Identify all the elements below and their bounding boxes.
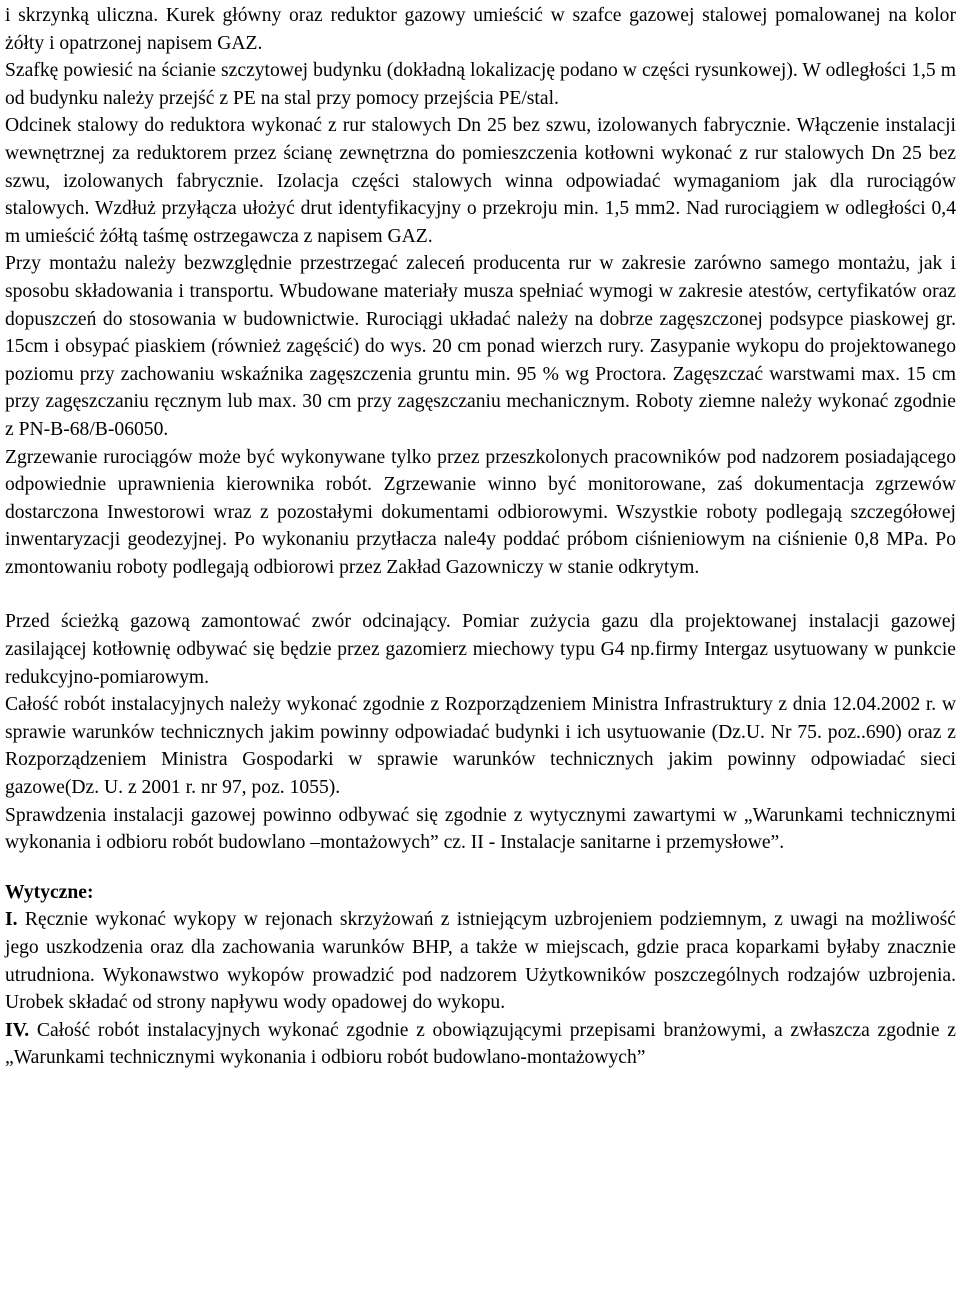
guidelines-heading: Wytyczne: [5, 881, 94, 903]
paragraph-regulations: Całość robót instalacyjnych należy wykonać zgodnie z Rozporządzeniem Ministra Infrastruktury z dnia 12.04.2002 r. w sprawie warunków technicznych jakim powinny odpowiadać budynki i ich usytuowanie (Dz.U. Nr 75. poz..690) oraz z Rozporządzeniem Ministra Gospodarki w sprawie warunków technicznych jakim powinny odpowiadać sieci gazowe(Dz. U. z 2001 r. nr 97, poz. 1055). [5, 694, 956, 799]
paragraph-assembly-rules: Przy montażu należy bezwzględnie przestrzegać zaleceń producenta rur w zakresie zarówno samego montażu, jak i sposobu składowania i transportu. Wbudowane materiały musza spełniać wymogi w zakresie atestów, certyfikatów oraz dopuszczeń do stosowania w budownictwie. Rurociągi układać należy na dobrze zagęszczonej podsypce piaskowej gr. 15cm i obsypać piaskiem (również zagęścić) do wys. 20 cm ponad wierzch rury. Zasypanie wykopu do projektowanego poziomu przy zachowaniu wskaźnika zagęszczenia gruntu min. 95 % wg Proctora. Zagęszczać warstwami max. 15 cm przy zagęszczaniu ręcznym lub max. 30 cm przy zagęszczaniu mechanicznym. Roboty ziemne należy wykonać zgodnie z PN-B-68/B-06050. [5, 253, 956, 440]
paragraph-gas-meter: Przed ścieżką gazową zamontować zwór odcinający. Pomiar zużycia gazu dla projektowanej instalacji gazowej zasilającej kotłownię odbywać się będzie przez gazomierz miechowy typu G4 np.firmy Intergaz usytuowany w punkcie redukcyjno-pomiarowym. [5, 611, 956, 688]
spacer [5, 581, 956, 608]
paragraph-cabinet-location: Szafkę powiesić na ścianie szczytowej budynku (dokładną lokalizację podano w części rysunkowej). W odległości 1,5 m od budynku należy przejść z PE na stal przy pomocy przejścia PE/stal. [5, 60, 956, 109]
guideline-item [5, 1017, 956, 1072]
paragraph-gas-cabinet: i skrzynką uliczna. Kurek główny oraz reduktor gazowy umieścić w szafce gazowej stalowej pomalowanej na kolor żółty i opatrzonej napisem GAZ. [5, 5, 956, 54]
paragraph-welding: Zgrzewanie rurociągów może być wykonywane tylko przez przeszkolonych pracowników pod nadzorem posiadającego odpowiednie uprawnienia kierownika robót. Zgrzewanie winno być monitorowane, zaś dokumentacja zgrzewów dostarczona Inwestorowi wraz z pozostałymi dokumentami odbiorowymi. Wszystkie roboty podlegają szczegółowej inwentaryzacji geodezyjnej. Po wykonaniu przytłacza nale4y poddać próbom ciśnieniowym na ciśnienie 0,8 MPa. Po zmontowaniu roboty podlegają odbiorowi przez Zakład Gazowniczy w stanie odkrytym. [5, 446, 956, 578]
guideline-number: IV. [5, 1019, 30, 1041]
guideline-text: Ręcznie wykonać wykopy w rejonach skrzyżowań z istniejącym uzbrojeniem podziemnym, z uwagi na możliwość jego uszkodzenia oraz dla zachowania warunków BHP, a także w miejscach, gdzie praca koparkami byłaby znacznie utrudniona. Wykonawstwo wykopów prowadzić pod nadzorem Użytkowników poszczególnych rodzajów uzbrojenia. Urobek składać od strony napływu wody opadowej do wykopu. [5, 909, 956, 1014]
guideline-number: I. [5, 909, 18, 931]
spacer [5, 857, 956, 879]
paragraph-inspection: Sprawdzenia instalacji gazowej powinno odbywać się zgodnie z wytycznymi zawartymi w „Warunkami technicznymi wykonania i odbioru robót budowlano –montażowych” cz. II - Instalacje sanitarne i przemysłowe”. [5, 804, 956, 854]
guideline-text: Całość robót instalacyjnych wykonać zgodnie z obowiązującymi przepisami branżowymi, a zwłaszcza zgodnie z „Warunkami technicznymi wykonania i odbioru robót budowlano-montażowych” [5, 1019, 956, 1069]
guideline-item [5, 906, 956, 1016]
paragraph-steel-section: Odcinek stalowy do reduktora wykonać z rur stalowych Dn 25 bez szwu, izolowanych fabrycznie. Włączenie instalacji wewnętrznej za reduktorem przez ścianę zewnętrzna do pomieszczenia kotłowni wykonać z rur stalowych Dn 25 bez szwu, izolowanych fabrycznie. Izolacja części stalowych winna odpowiadać wymaganiom jak dla rurociągów stalowych. Wzdłuż przyłącza ułożyć drut identyfikacyjny o przekroju min. 1,5 mm2. Nad rurociągiem w odległości 0,4 m umieścić żółtą taśmę ostrzegawcza z napisem GAZ. [5, 115, 956, 247]
